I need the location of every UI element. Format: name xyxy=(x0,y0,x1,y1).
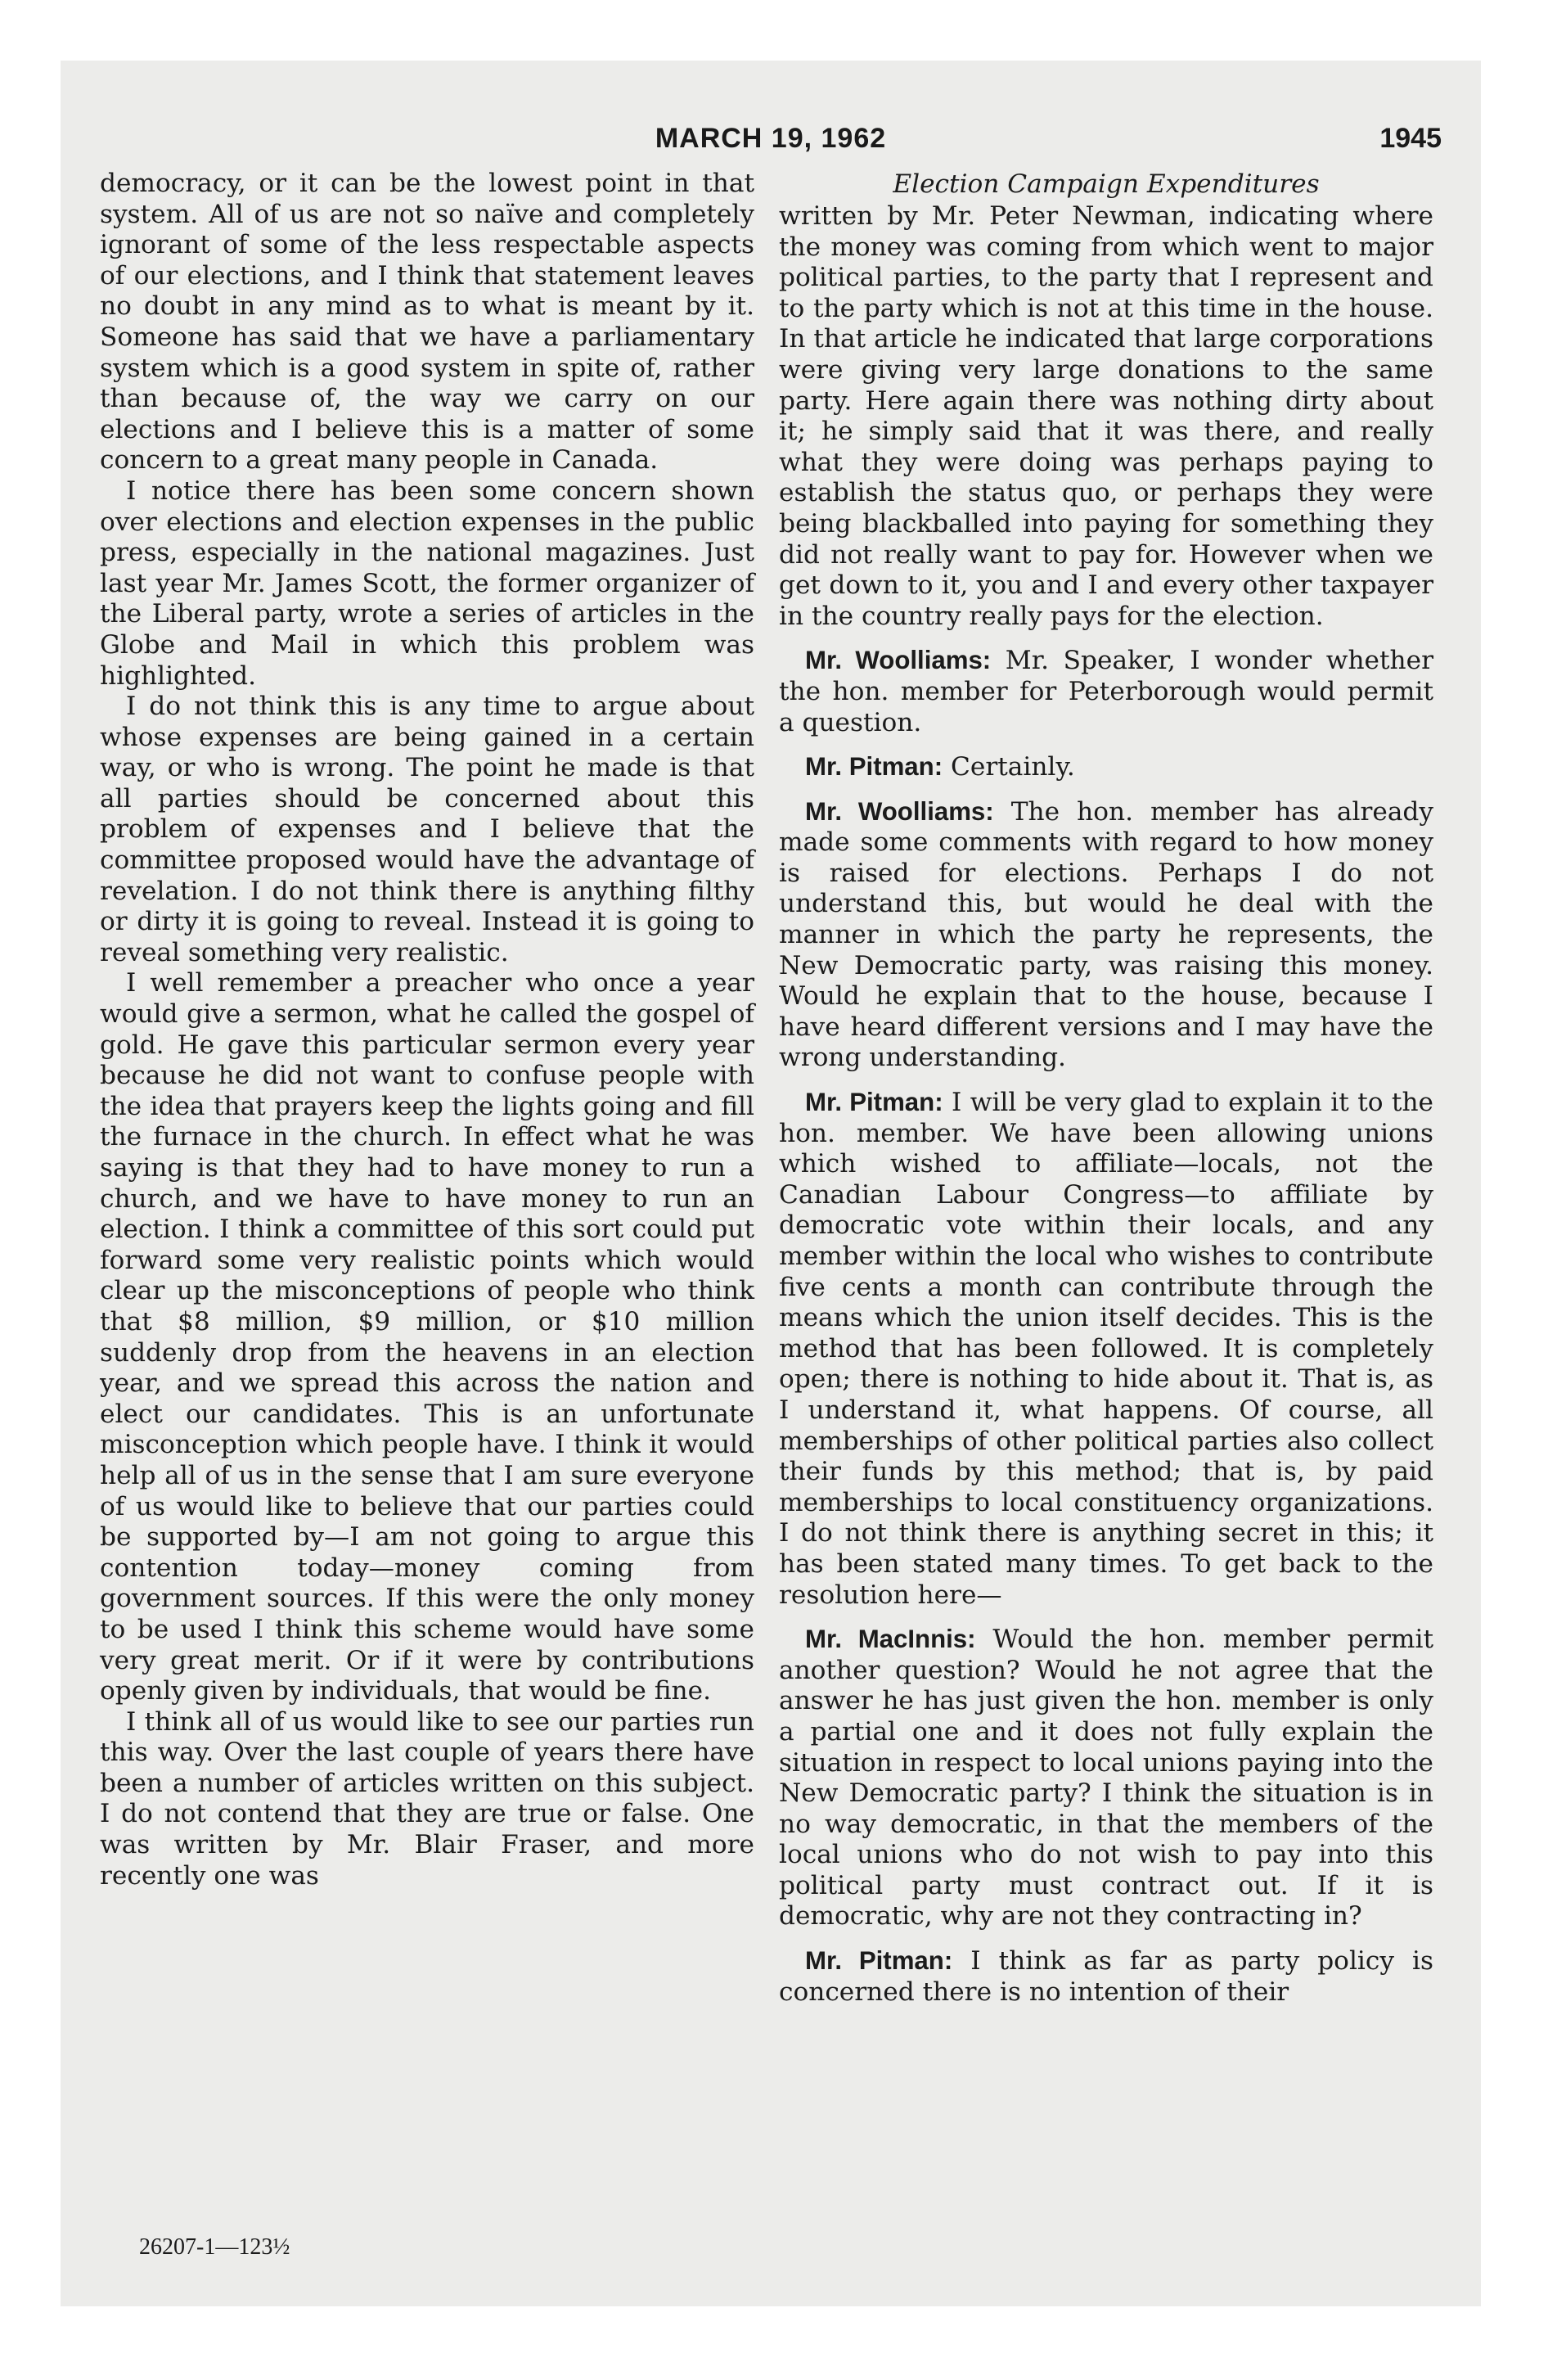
scanned-sheet xyxy=(61,61,1481,2306)
speaker-name: Mr. Woolliams: xyxy=(805,796,994,826)
speech-text: Mr. Speaker, I wonder whether the hon. member for Peterborough would permit a question. xyxy=(779,646,1433,737)
left-column xyxy=(100,169,754,1891)
speech xyxy=(779,645,1433,738)
speech xyxy=(779,1087,1433,1611)
speech-text: I will be very glad to explain it to the hon. member. We have been allowing unions which wished to affiliate—locals, not the Canadian Labour Congress—to affiliate by democratic vote within their locals, and any member within the local who wishes to contribute five cents a month can contribute through the means which the union itself decides. This is the method that has been followed. It is completely open; there is nothing to hide about it. That is, as I understand it, what happens. Of course, all memberships of other political parties also collect their funds by this method; that is, by paid memberships to local constituency organizations. I do not think there is anything secret in this; it has been stated many times. To get back to the resolution here— xyxy=(779,1088,1433,1610)
speech-text: I think as far as party policy is concerned there is no intention of their xyxy=(779,1946,1434,2007)
speech-text: Certainly. xyxy=(951,752,1075,782)
speech-text: Would the hon. member permit another question? Would he not agree that the answer he has just given the hon. member is only a partial one and it does not fully explain the situation in respect to local unions paying into the New Democratic party? I think the situation is in no way democratic, in that the members of the local unions who do not wish to pay into this political party must contract out. If it is democratic, why are not they contracting in? xyxy=(779,1625,1433,1931)
header-date: MARCH 19, 1962 xyxy=(655,123,887,154)
section-subheading: Election Campaign Expenditures xyxy=(893,169,1320,199)
speech xyxy=(779,1624,1433,1932)
paragraph: I do not think this is any time to argue about whose expenses are being gained in a certain way, or who is wrong. The point he made is that all parties should be concerned about this problem of expenses and I believe that the committee proposed would have the advantage of revelation. I do not think there is anything filthy or dirty it is going to reveal. Instead it is going to reveal something very realistic. xyxy=(100,692,754,967)
speaker-name: Mr. Woolliams: xyxy=(805,646,992,675)
speaker-name: Mr. Pitman: xyxy=(805,1946,953,1976)
page-header xyxy=(100,119,1442,169)
hansard-page xyxy=(100,119,1442,2280)
speaker-name: Mr. Pitman: xyxy=(805,1088,943,1117)
speech-text: The hon. member has already made some comments with regard to how money is raised for elections. Perhaps I do not understand this, but would he deal with the manner in which the party he represents, the New Democratic party, was raising this money. Would he explain that to the house, because I have heard different versions and I may have the wrong understanding. xyxy=(779,796,1433,1073)
paragraph: I notice there has been some concern shown over elections and election expenses in the public press, especially in the national magazines. Just last year Mr. James Scott, the former organizer of the Liberal party, wrote a series of articles in the Globe and Mail in which this problem was highlighted. xyxy=(100,476,754,691)
speaker-name: Mr. Pitman: xyxy=(805,752,943,782)
speech xyxy=(779,751,1433,783)
speech xyxy=(779,1945,1433,2008)
print-code: 26207-1—123½ xyxy=(139,2234,290,2260)
right-column xyxy=(779,169,1433,2008)
paragraph: I think all of us would like to see our parties run this way. Over the last couple of years there have been a number of articles written on this subject. I do not contend that they are true or false. One was written by Mr. Blair Fraser, and more recently one was xyxy=(100,1706,754,1891)
paragraph: democracy, or it can be the lowest point in that system. All of us are not so naïve and completely ignorant of some of the less respectable aspects of our elections, and I think that statement leaves no doubt in any mind as to what is meant by it. Someone has said that we have a parliamentary system which is a good system in spite of, rather than because of, the way we carry on our elections and I believe this is a matter of some concern to a great many people in Canada. xyxy=(100,169,754,476)
speaker-name: Mr. MacInnis: xyxy=(805,1625,976,1654)
header-page-number: 1945 xyxy=(1379,123,1442,154)
speech xyxy=(779,796,1433,1074)
paragraph: written by Mr. Peter Newman, indicating where the money was coming from which went to major political parties, to the party that I represent and to the party which is not at this time in the house. In that article he indicated that large corporations were giving very large donations to the same party. Here again there was nothing dirty about it; he simply said that it was there, and really what they were doing was perhaps paying to establish the status quo, or perhaps they were being blackballed into paying for something they did not really want to pay for. However when we get down to it, you and I and every other taxpayer in the country really pays for the election. xyxy=(779,201,1433,631)
paragraph: I well remember a preacher who once a year would give a sermon, what he called the gospel of gold. He gave this particular sermon every year because he did not want to confuse people with the idea that prayers keep the lights going and fill the furnace in the church. In effect what he was saying is that they had to have money to run a church, and we have to have money to run an election. I think a committee of this sort could put forward some very realistic points which would clear up the misconceptions of people who think that $8 million, $9 million, or $10 million suddenly drop from the heavens in an election year, and we spread this across the nation and elect our candidates. This is an unfortunate misconception which people have. I think it would help all of us in the sense that I am sure everyone of us would like to believe that our parties could be supported by—I am not going to argue this contention today—money coming from government sources. If this were the only money to be used I think this scheme would have some very great merit. Or if it were by contributions openly given by individuals, that would be fine. xyxy=(100,968,754,1706)
